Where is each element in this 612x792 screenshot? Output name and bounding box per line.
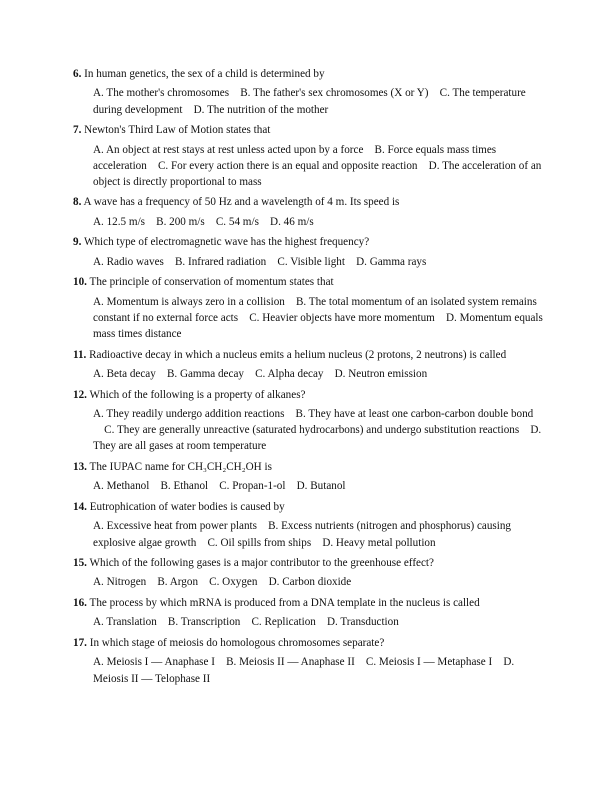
option-b[interactable]: B. The father's sex chromosomes (X or Y) (240, 87, 429, 100)
option-c[interactable]: C. They are generally unreactive (saturated hydrocarbons) and undergo substitution reactions (104, 424, 520, 437)
option-c[interactable]: C. Alpha decay (255, 368, 324, 381)
option-d[interactable]: D. Heavy metal pollution (322, 536, 436, 549)
question-text: Which type of electromagnetic wave has the highest frequency? (83, 236, 370, 249)
question-text: The principle of conservation of momentum states that (89, 276, 334, 289)
answer-options (73, 142, 547, 191)
question-text: A wave has a frequency of 50 Hz and a wavelength of 4 m. Its speed is (83, 196, 400, 209)
question-stem (73, 555, 547, 571)
answer-options (73, 294, 547, 343)
question-number: 8. (73, 196, 82, 209)
question-stem (73, 274, 547, 290)
option-b[interactable]: B. They have at least one carbon-carbon double bond (295, 408, 534, 421)
option-d[interactable]: D. Momentum equals mass times distance (93, 311, 543, 341)
question-item (73, 387, 547, 455)
question-item (73, 459, 547, 495)
option-c[interactable]: C. Visible light (277, 255, 345, 268)
question-item (73, 66, 547, 118)
option-d[interactable]: D. Gamma rays (356, 255, 427, 268)
option-a[interactable]: A. 12.5 m/s (93, 215, 145, 228)
question-stem (73, 66, 547, 82)
answer-options (73, 214, 547, 230)
question-number: 9. (73, 236, 82, 249)
option-c[interactable]: C. Meiosis I — Metaphase I (365, 656, 493, 669)
option-b[interactable]: B. Transcription (167, 616, 241, 629)
answer-options (73, 654, 547, 686)
answer-options (73, 574, 547, 590)
question-stem (73, 635, 547, 651)
option-b[interactable]: B. Ethanol (160, 480, 209, 493)
option-a[interactable]: A. They readily undergo addition reactions (93, 408, 285, 421)
question-stem (73, 459, 547, 475)
answer-options (73, 366, 547, 382)
question-text: The IUPAC name for CH₃CH₂CH₂OH is (89, 460, 272, 473)
option-c[interactable]: C. Replication (251, 616, 316, 629)
option-d[interactable]: D. Carbon dioxide (268, 576, 352, 589)
question-number: 7. (73, 124, 82, 137)
question-text: Which of the following gases is a major contributor to the greenhouse effect? (89, 557, 434, 570)
option-b[interactable]: B. Excess nutrients (nitrogen and phosphorus) causing explosive algae growth (93, 520, 511, 549)
question-item (73, 595, 547, 631)
option-a[interactable]: A. Beta decay (93, 368, 156, 381)
option-d[interactable]: D. The nutrition of the mother (193, 103, 329, 116)
option-d[interactable]: D. They are all gases at room temperature (93, 424, 542, 453)
option-a[interactable]: A. An object at rest stays at rest unless acted upon by a force (93, 143, 364, 156)
option-b[interactable]: B. Argon (157, 576, 199, 589)
question-number: 14. (73, 500, 87, 513)
question-text: Newton's Third Law of Motion states that (84, 124, 271, 137)
question-item (73, 635, 547, 687)
question-text: Which of the following is a property of alkanes? (89, 388, 306, 401)
option-d[interactable]: D. The acceleration of an object is directly proportional to mass (93, 159, 542, 188)
option-c[interactable]: C. The temperature during development (93, 87, 526, 116)
answer-options (73, 478, 547, 494)
option-b[interactable]: B. Infrared radiation (175, 255, 267, 268)
question-text: In which stage of meiosis do homologous chromosomes separate? (89, 636, 385, 649)
question-number: 16. (73, 597, 87, 609)
question-item (73, 347, 547, 383)
option-c[interactable]: C. Heavier objects have more momentum (249, 311, 435, 324)
answer-options (73, 85, 547, 117)
answer-options (73, 254, 547, 270)
option-c[interactable]: C. Propan-1-ol (219, 480, 286, 493)
option-d[interactable]: D. Meiosis II — Telophase II (93, 656, 515, 685)
option-c[interactable]: C. 54 m/s (215, 215, 259, 228)
question-stem (73, 387, 547, 403)
question-item (73, 499, 547, 551)
question-item (73, 122, 547, 190)
question-stem (73, 595, 547, 611)
option-d[interactable]: D. Transduction (326, 616, 399, 629)
option-d[interactable]: D. 46 m/s (270, 215, 314, 228)
question-number: 17. (73, 636, 87, 649)
question-number: 11. (73, 348, 87, 361)
question-text: Eutrophication of water bodies is caused by (89, 500, 285, 513)
option-a[interactable]: A. Excessive heat from power plants (93, 520, 257, 533)
option-a[interactable]: A. Meiosis I — Anaphase I (93, 656, 215, 669)
option-b[interactable]: B. The total momentum of an isolated system remains constant if no external force acts (93, 295, 537, 324)
question-text: The process by which mRNA is produced from a DNA template in the nucleus is called (89, 597, 480, 609)
option-a[interactable]: A. Nitrogen (93, 576, 147, 589)
option-a[interactable]: A. Translation (93, 616, 157, 629)
option-a[interactable]: A. Radio waves (93, 255, 164, 268)
option-c[interactable]: C. Oxygen (209, 576, 258, 589)
question-text: Radioactive decay in which a nucleus emits a helium nucleus (2 protons, 2 neutrons) is called (89, 348, 507, 361)
option-b[interactable]: B. Gamma decay (166, 368, 244, 381)
option-a[interactable]: A. Methanol (93, 480, 150, 493)
question-number: 12. (73, 388, 87, 401)
question-item (73, 194, 547, 230)
question-item (73, 555, 547, 591)
question-number: 13. (73, 460, 87, 473)
question-number: 15. (73, 557, 87, 570)
option-c[interactable]: C. For every action there is an equal and opposite reaction (157, 159, 418, 172)
answer-options (73, 614, 547, 630)
option-c[interactable]: C. Oil spills from ships (207, 536, 312, 549)
option-b[interactable]: B. 200 m/s (156, 215, 205, 228)
option-b[interactable]: B. Meiosis II — Anaphase II (226, 656, 355, 669)
option-a[interactable]: A. The mother's chromosomes (93, 87, 230, 100)
question-list (73, 66, 547, 691)
question-stem (73, 347, 547, 363)
question-stem (73, 234, 547, 250)
question-text: In human genetics, the sex of a child is determined by (84, 68, 325, 80)
option-d[interactable]: D. Neutron emission (334, 368, 428, 381)
question-stem (73, 194, 547, 210)
question-stem (73, 122, 547, 138)
option-a[interactable]: A. Momentum is always zero in a collision (93, 295, 285, 308)
question-number: 10. (73, 276, 87, 289)
option-b[interactable]: B. Force equals mass times acceleration (93, 143, 497, 172)
question-item (73, 234, 547, 270)
question-stem (73, 499, 547, 515)
option-d[interactable]: D. Butanol (296, 480, 346, 493)
answer-options (73, 406, 547, 455)
question-number: 6. (73, 68, 82, 80)
question-item (73, 274, 547, 342)
answer-options (73, 518, 547, 550)
